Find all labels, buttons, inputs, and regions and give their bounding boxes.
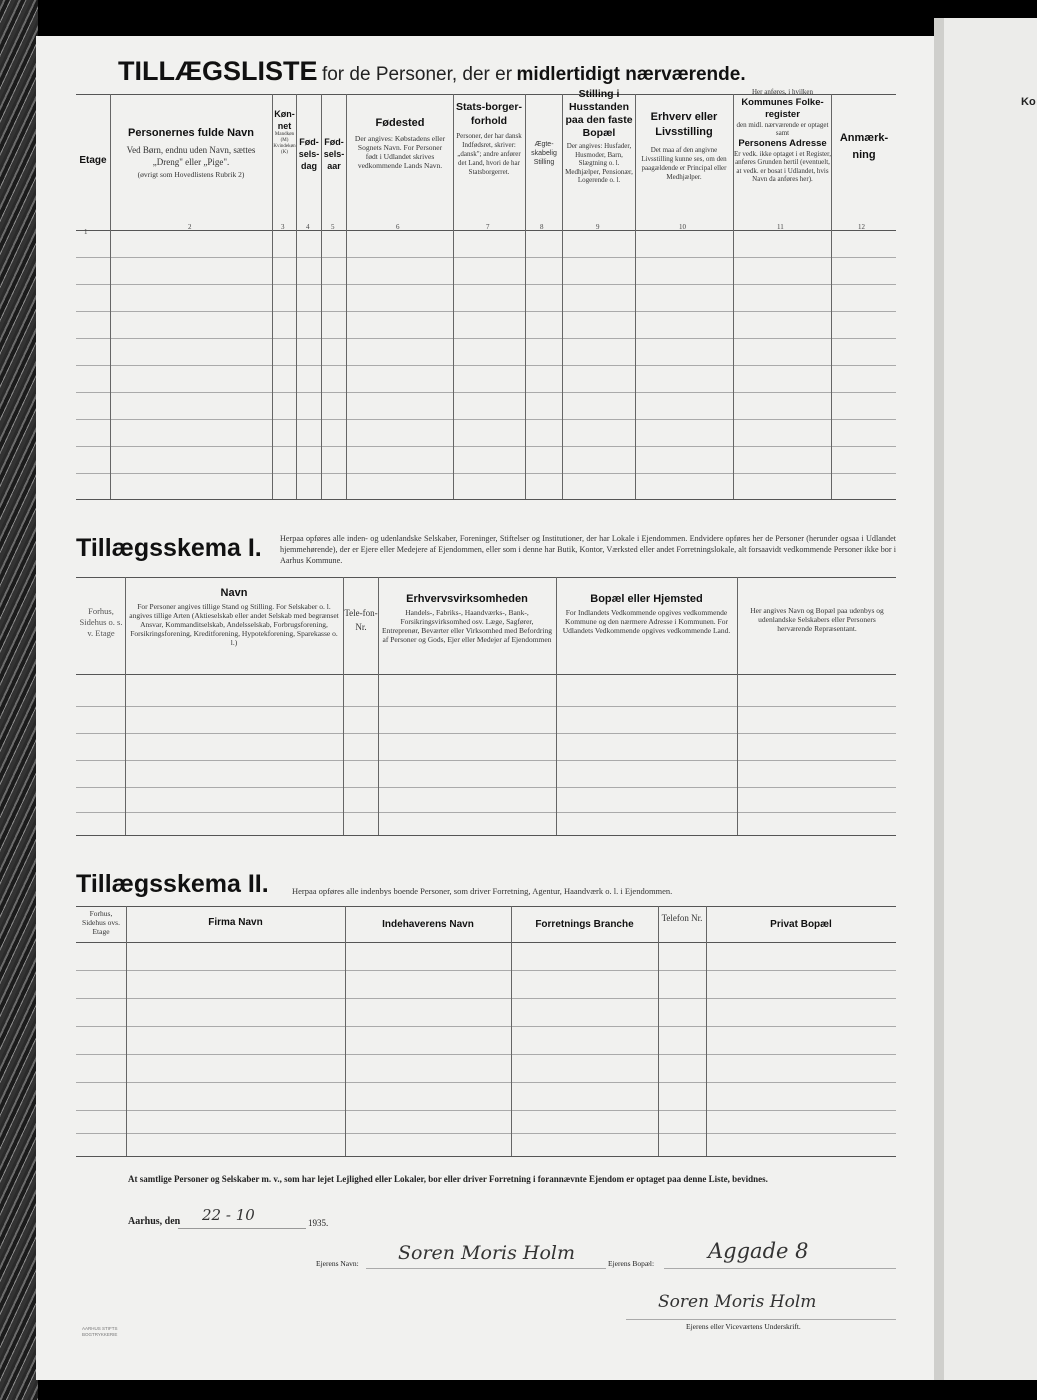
skema1-col-tel: Tele-fon-Nr.: [344, 608, 378, 632]
next-page-edge: [944, 18, 1037, 1380]
col-birthyear: Fød-sels-aar: [323, 137, 345, 171]
bopael-label: Ejerens Bopæl:: [608, 1259, 655, 1268]
skema1-col-floor: Forhus, Sidehus o. s. v. Etage: [79, 606, 123, 638]
signature-handwritten: Soren Moris Holm: [658, 1292, 817, 1312]
col-name: Personernes fulde Navn Ved Børn, endnu uden Navn, sættes „Dreng" eller „Pige". (øvrigt som Hovedlistens Rubrik 2): [126, 127, 256, 179]
skema2-title: Tillægsskema II.: [76, 870, 269, 898]
skema2-col-indehaver: Indehaverens Navn: [382, 919, 474, 930]
col-occupation: Erhverv eller Livsstilling Det maa af den angivne Livsstilling kunne ses, om den paagældende er Principal eller Medhjælper.: [641, 111, 727, 181]
title-main-word: TILLÆGSLISTE: [118, 56, 318, 86]
year-label: 1935.: [308, 1218, 329, 1228]
bopael-handwritten: Aggade 8: [708, 1239, 809, 1263]
date-line: [128, 1216, 180, 1227]
col-gender: Køn-net Mandkøn (M) Kvindekøn (K): [273, 109, 296, 155]
main-title: [118, 56, 746, 87]
title-rest: for de Personer, der er: [321, 64, 513, 85]
place-label: Aarhus, den: [128, 1216, 181, 1227]
form-page: TILLÆGSLISTE for de Personer, der er midlertidigt nærværende. Etage Personernes fulde Navn Ved Børn, endnu uden Navn, sættes „Dreng" eller „Pige". (øvrigt som Hovedlistens Rubrik 2) Køn-net Mandkøn (M) Kvindekøn (K) Fød-sels-dag Fød-sels-aar Fødested Der angives: Købstadens eller Sognets Navn. For Personer født i Udlandet skrives vedkommende Lands Navn. Stats-borger-forhold Personer, der har dansk Indfødsret, skriver: „dansk"; andre anfører det Land, hvori de har Statsborgerret. Ægte-skabelig Stilling Stilling i Husstanden paa den faste Bopæl Der angives: Husfader, Husmoder, Barn, Slægtning o. l. Medhjælper, Pensionær, Logerende o. l. Erhverv eller Livsstilling Det maa af den angivne Livsstilling kunne ses, om den paagældende er Principal eller Medhjælper. Her anføres, i hvilken Kommunes Folke-register den midl. nærværende er optaget samt Personens Adresse Er vedk. ikke optaget i et Register, anføres Grunden hertil (eventuelt, at vedk. er bosat i Udlandet, hvis Navn da anføres her). Anmærk-ning 1 2 3 4 5 6 7 8 9 10 11 12 Tillægsskema I. Herpaa opføres alle inden- og udenlandske Selskaber, Foreninger, Stiftelser og Institutioner, der har Lokale i Ejendommen. Endvidere opføres her de Personer (herunder ogsaa i Udlandet hjemmehørende), der er Ejere eller Medejere af Ejendommen, eller som i denne har Butik, Kontor, Værksted eller andet Forretningslokale, alt forsaavidt vedkommende Personer ikke bor i Aarhus Kommune. Forhus, Sidehus o. s. v. Etage Navn For Personer angives tillige Stand og Stilling. For Selskaber o. l. angives tillige Arten (Aktieselskab eller andet Selskab med begrænset Ansvar, Kommanditselskab, Andelsselskab, Forbrugsforening, Forsikringsforening, Kreditforening, Hypotekforening, Sparekasse o. l.) Tele-fon-Nr. Erhvervsvirksomheden Handels-, Fabriks-, Haandværks-, Bank-, Forsikringsvirksomhed osv. Læge, Sagfører, Entreprenør, Beværter eller Virksomhed med Befordring af Personer og Gods, Ejer eller Medejer af Ejendommen Bopæl eller Hjemsted For Indlandets Vedkommende opgives vedkommende Kommune og den nærmere Adresse i Kommunen. For Udlandets Vedkommende opgives vedkommende Land. Her angives Navn og Bopæl paa udenbys og udenlandske Selskabers eller Personers herværende Repræsentant. Tillægsskema II. Herpaa opføres alle indenbys boende Personer, som driver Forretning, Agentur, Haandværk o. l. i Ejendommen. Forhus, Sidehus ovs. Etage Firma Navn Indehaverens Navn Forretnings Branche Telefon Nr. Privat Bopæl At samtlige Personer og Selskaber m. v., som har lejet Lejlighed eller Lokaler, bor eller driver Forretning i forannævnte Ejendom er optaget paa denne Liste, bevidnes. Aarhus, den 22 - 10 1935. Ejerens Navn: Soren Moris Holm Ejerens Bopæl: Aggade 8 Soren Moris Holm Ejerens eller Viceværtens Underskrift. AARHUS STIFTS BOGTRYKKERIE: [36, 36, 934, 1380]
col-etage: Etage: [79, 155, 107, 166]
skema2-intro: Herpaa opføres alle indenbys boende Personer, som driver Forretning, Agentur, Haandværk o. l. i Ejendommen.: [292, 886, 673, 896]
col-birthday: Fød-sels-dag: [298, 137, 320, 171]
date-handwritten: 22 - 10: [202, 1206, 255, 1224]
col-birthplace: Fødested Der angives: Købstadens eller Sognets Navn. For Personer født i Udlandet skrives vedkommende Lands Navn.: [354, 117, 446, 170]
col-register: Her anføres, i hvilken Kommunes Folke-register den midl. nærværende er optaget samt Personens Adresse Er vedk. ikke optaget i et Register, anføres Grunden hertil (eventuelt, at vedk. er bosat i Udlandet, hvis Navn da anføres her).: [734, 88, 831, 183]
skema1-intro: Herpaa opføres alle inden- og udenlandske Selskaber, Foreninger, Stiftelser og Institutioner, der har Lokale i Ejendommen. Endvidere opføres her de Personer (herunder ogsaa i Udlandet hjemmehørende), der er Ejere eller Medejere af Ejendommen, eller som i denne har Butik, Kontor, Værksted eller andet Forretningslokale, alt forsaavidt vedkommende Personer ikke bor i Aarhus Kommune.: [280, 534, 896, 565]
col-citizenship: Stats-borger-forhold Personer, der har dansk Indfødsret, skriver: „dansk"; andre anfører det Land, hvori de har Statsborgerret.: [456, 101, 522, 176]
owner-label: Ejerens Navn:: [316, 1259, 359, 1268]
page-gutter: [934, 18, 944, 1380]
next-page-text: Ko: [1021, 96, 1036, 108]
book-binding: [0, 0, 38, 1400]
skema1-col-navn: Navn For Personer angives tillige Stand og Stilling. For Selskaber o. l. angives tillige Arten (Aktieselskab eller andet Selskab med begrænset Ansvar, Kommanditselskab, Andelsselskab, Forbrugsforening, Forsikringsforening, Kreditforening, Hypotekforening, Sparekasse o. l.): [129, 587, 339, 647]
signature-label: Ejerens eller Viceværtens Underskrift.: [686, 1322, 801, 1331]
skema1-col-bopael: Bopæl eller Hjemsted For Indlandets Vedkommende opgives vedkommende Kommune og den nærmere Adresse i Kommunen. For Udlandets Vedkommende opgives vedkommende Land.: [562, 593, 731, 635]
skema2-col-firma: Firma Navn: [208, 917, 263, 928]
title-bold: midlertidigt nærværende.: [516, 64, 746, 85]
col-household: Stilling i Husstanden paa den faste Bopæl Der angives: Husfader, Husmoder, Barn, Slægtning o. l. Medhjælper, Pensionær, Logerende o. l.: [565, 88, 633, 184]
skema2-col-tel: Telefon Nr.: [661, 913, 703, 923]
skema2-col-branche: Forretnings Branche: [535, 919, 634, 930]
declaration: At samtlige Personer og Selskaber m. v., som har lejet Lejlighed eller Lokaler, bor eller driver Forretning i forannævnte Ejendom er optaget paa denne Liste, bevidnes.: [128, 1174, 768, 1184]
skema1-col-repr: Her angives Navn og Bopæl paa udenbys og udenlandske Selskabers eller Personers herværende Repræsentant.: [750, 606, 884, 633]
skema1-col-erhverv: Erhvervsvirksomheden Handels-, Fabriks-, Haandværks-, Bank-, Forsikringsvirksomhed osv. Læge, Sagfører, Entreprenør, Beværter eller Virksomhed med Befordring af Personer og Gods, Ejer eller Medejer af Ejendommen: [382, 593, 552, 644]
skema2-col-bopael: Privat Bopæl: [770, 919, 832, 930]
skema1-title: Tillægsskema I.: [76, 534, 262, 562]
col-marital: Ægte-skabelig Stilling: [531, 141, 557, 166]
skema2-col-floor: Forhus, Sidehus ovs. Etage: [82, 909, 120, 936]
owner-handwritten: Soren Moris Holm: [398, 1242, 576, 1264]
printer-mark: AARHUS STIFTS BOGTRYKKERIE: [82, 1326, 118, 1337]
col-remarks: Anmærk-ning: [839, 132, 889, 161]
